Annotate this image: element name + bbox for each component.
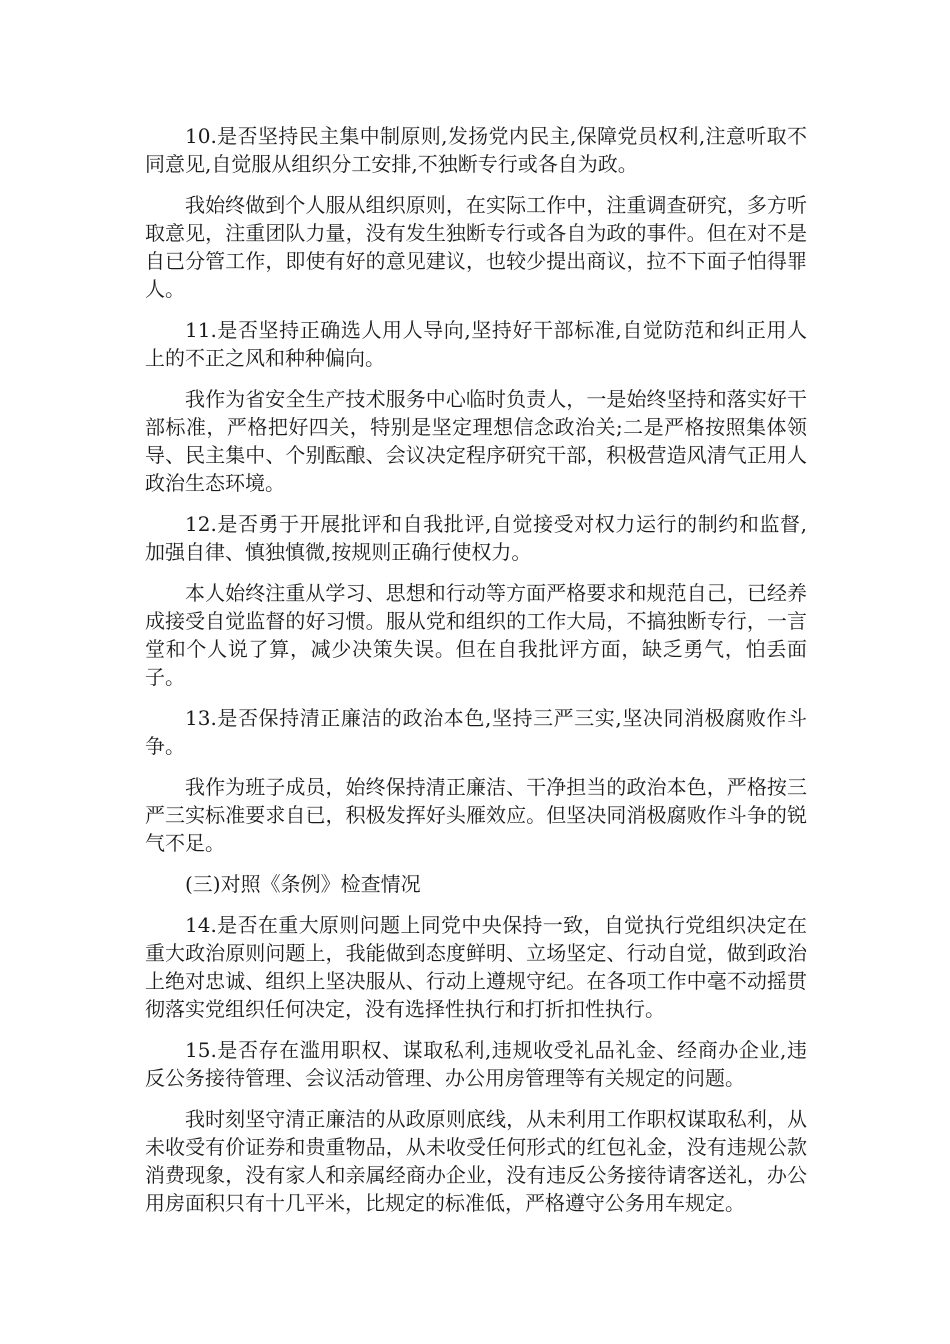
question-10: 10.是否坚持民主集中制原则,发扬党内民主,保障党员权利,注意听取不同意见,自觉服从组织分工安排,不独断专行或各自为政。 bbox=[145, 124, 807, 176]
question-14: 14.是否在重大原则问题上同党中央保持一致，自觉执行党组织决定在重大政治原则问题上，我能做到态度鲜明、立场坚定、行动自觉，做到政治上绝对忠诚、组织上坚决服从、行动上遵规守纪。在各项工作中毫不动摇贯彻落实党组织任何决定，没有选择性执行和打折扣性执行。 bbox=[145, 913, 807, 1021]
answer-10: 我始终做到个人服从组织原则，在实际工作中，注重调查研究，多方听取意见，注重团队力量，没有发生独断专行或各自为政的事件。但在对不是自已分管工作，即使有好的意见建议，也较少提出商议，拉不下面子怕得罪人。 bbox=[145, 193, 807, 301]
question-15: 15.是否存在滥用职权、谋取私利,违规收受礼品礼金、经商办企业,违反公务接待管理、会议活动管理、办公用房管理等有关规定的问题。 bbox=[145, 1038, 807, 1090]
answer-13: 我作为班子成员，始终保持清正廉洁、干净担当的政治本色，严格按三严三实标准要求自已，积极发挥好头雁效应。但坚决同消极腐败作斗争的锐气不足。 bbox=[145, 775, 807, 855]
question-11: 11.是否坚持正确选人用人导向,坚持好干部标准,自觉防范和纠正用人上的不正之风和种种偏向。 bbox=[145, 318, 807, 370]
answer-15: 我时刻坚守清正廉洁的从政原则底线，从未利用工作职权谋取私利，从未收受有价证券和贵重物品，从未收受任何形式的红包礼金，没有违规公款消费现象，没有家人和亲属经商办企业，没有违反公务接待请客送礼，办公用房面积只有十几平米，比规定的标准低，严格遵守公务用车规定。 bbox=[145, 1107, 807, 1215]
document-page bbox=[145, 122, 807, 1230]
question-13: 13.是否保持清正廉洁的政治本色,坚持三严三实,坚决同消极腐败作斗争。 bbox=[145, 706, 807, 758]
answer-11: 我作为省安全生产技术服务中心临时负责人，一是始终坚持和落实好干部标准，严格把好四关，特别是坚定理想信念政治关;二是严格按照集体领导、民主集中、个别酝酿、会议决定程序研究干部，积极营造风清气正用人政治生态环境。 bbox=[145, 387, 807, 495]
question-12: 12.是否勇于开展批评和自我批评,自觉接受对权力运行的制约和监督,加强自律、慎独慎微,按规则正确行使权力。 bbox=[145, 512, 807, 564]
section-heading: (三)对照《条例》检查情况 bbox=[185, 872, 421, 896]
answer-12: 本人始终注重从学习、思想和行动等方面严格要求和规范自己，已经养成接受自觉监督的好习惯。服从党和组织的工作大局，不搞独断专行，一言堂和个人说了算，减少决策失误。但在自我批评方面，缺乏勇气，怕丢面子。 bbox=[145, 581, 807, 689]
